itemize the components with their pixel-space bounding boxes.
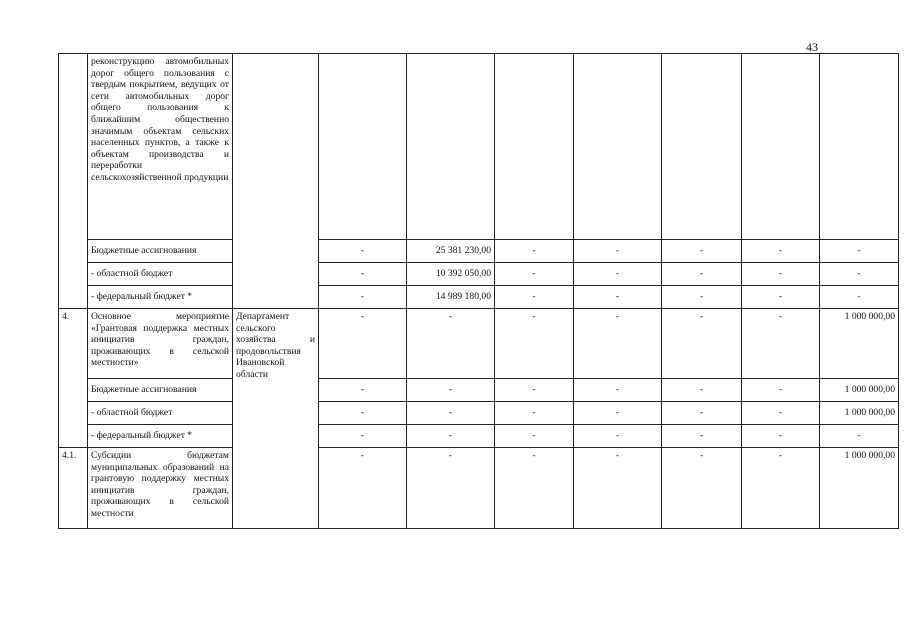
value-cell — [495, 54, 574, 240]
row-label: - областной бюджет — [88, 263, 233, 286]
value-cell: - — [574, 379, 662, 402]
executor-cell: Департамент сельского хозяйства и продовольствия Ивановской области — [233, 309, 319, 529]
value-cell: - — [319, 286, 407, 309]
value-cell: - — [574, 402, 662, 425]
value-cell: - — [742, 379, 820, 402]
value-cell: - — [495, 379, 574, 402]
value-cell: - — [495, 309, 574, 379]
activity-title: Основное мероприятие «Грантовая поддержка местных инициатив граждан, проживающих в сельской местности» — [88, 309, 233, 379]
table-row — [59, 286, 899, 309]
row-number-cell: 4. — [59, 309, 88, 448]
table-row — [59, 240, 899, 263]
value-cell: - — [742, 240, 820, 263]
value-cell: - — [742, 309, 820, 379]
value-cell: - — [319, 263, 407, 286]
table-row — [59, 379, 899, 402]
value-cell: - — [407, 425, 495, 448]
value-cell: - — [742, 286, 820, 309]
value-cell: - — [574, 240, 662, 263]
table-row — [59, 402, 899, 425]
table-row — [59, 54, 899, 240]
row-label: - областной бюджет — [88, 402, 233, 425]
value-cell: - — [319, 240, 407, 263]
value-cell: 1 000 000,00 — [820, 379, 899, 402]
value-cell: - — [495, 402, 574, 425]
row-number-cell — [59, 54, 88, 309]
value-cell — [662, 54, 742, 240]
table-row — [59, 448, 899, 529]
value-cell: - — [495, 448, 574, 529]
value-cell: - — [407, 379, 495, 402]
value-cell: - — [662, 240, 742, 263]
value-cell: 10 392 050,00 — [407, 263, 495, 286]
value-cell — [319, 54, 407, 240]
table-row — [59, 263, 899, 286]
row-number-cell: 4.1. — [59, 448, 88, 529]
value-cell: - — [319, 448, 407, 529]
value-cell: - — [742, 402, 820, 425]
value-cell: - — [662, 402, 742, 425]
value-cell: - — [742, 448, 820, 529]
value-cell — [407, 54, 495, 240]
activity-title: Субсидии бюджетам муниципальных образований на грантовую поддержку местных инициатив граждан, проживающих в сельской местности — [88, 448, 233, 529]
row-label: Бюджетные ассигнования — [88, 379, 233, 402]
value-cell: - — [820, 263, 899, 286]
value-cell: - — [574, 309, 662, 379]
value-cell: - — [495, 286, 574, 309]
value-cell: - — [742, 425, 820, 448]
value-cell: - — [319, 379, 407, 402]
value-cell: - — [574, 448, 662, 529]
value-cell: - — [574, 263, 662, 286]
value-cell: 14 989 180,00 — [407, 286, 495, 309]
value-cell: - — [662, 448, 742, 529]
value-cell: - — [495, 240, 574, 263]
value-cell: 1 000 000,00 — [820, 309, 899, 379]
value-cell: 1 000 000,00 — [820, 402, 899, 425]
value-cell: - — [820, 240, 899, 263]
page-number: 43 — [806, 40, 818, 54]
value-cell: 25 381 230,00 — [407, 240, 495, 263]
value-cell: - — [742, 263, 820, 286]
value-cell: - — [319, 402, 407, 425]
row-label: - федеральный бюджет * — [88, 286, 233, 309]
value-cell: - — [820, 425, 899, 448]
value-cell: - — [662, 425, 742, 448]
value-cell: 1 000 000,00 — [820, 448, 899, 529]
value-cell: - — [574, 425, 662, 448]
value-cell: - — [662, 286, 742, 309]
budget-table — [58, 53, 899, 529]
table-row — [59, 309, 899, 379]
value-cell: - — [407, 309, 495, 379]
table-row — [59, 425, 899, 448]
value-cell: - — [319, 309, 407, 379]
value-cell — [574, 54, 662, 240]
executor-cell — [233, 54, 319, 309]
value-cell — [820, 54, 899, 240]
value-cell: - — [495, 263, 574, 286]
value-cell: - — [407, 402, 495, 425]
value-cell: - — [820, 286, 899, 309]
value-cell: - — [662, 379, 742, 402]
value-cell: - — [662, 309, 742, 379]
value-cell: - — [574, 286, 662, 309]
value-cell: - — [319, 425, 407, 448]
value-cell: - — [495, 425, 574, 448]
activity-description: реконструкцию автомобильных дорог общего пользования с твердым покрытием, ведущих от сети автомобильных дорог общего пользования к ближайшим общественно значимым объектам сельских населенных пунктов, а также к объектам производства и переработки сельскохозяйственной продукции — [88, 54, 233, 240]
value-cell — [742, 54, 820, 240]
row-label: Бюджетные ассигнования — [88, 240, 233, 263]
row-label: - федеральный бюджет * — [88, 425, 233, 448]
value-cell: - — [662, 263, 742, 286]
value-cell: - — [407, 448, 495, 529]
